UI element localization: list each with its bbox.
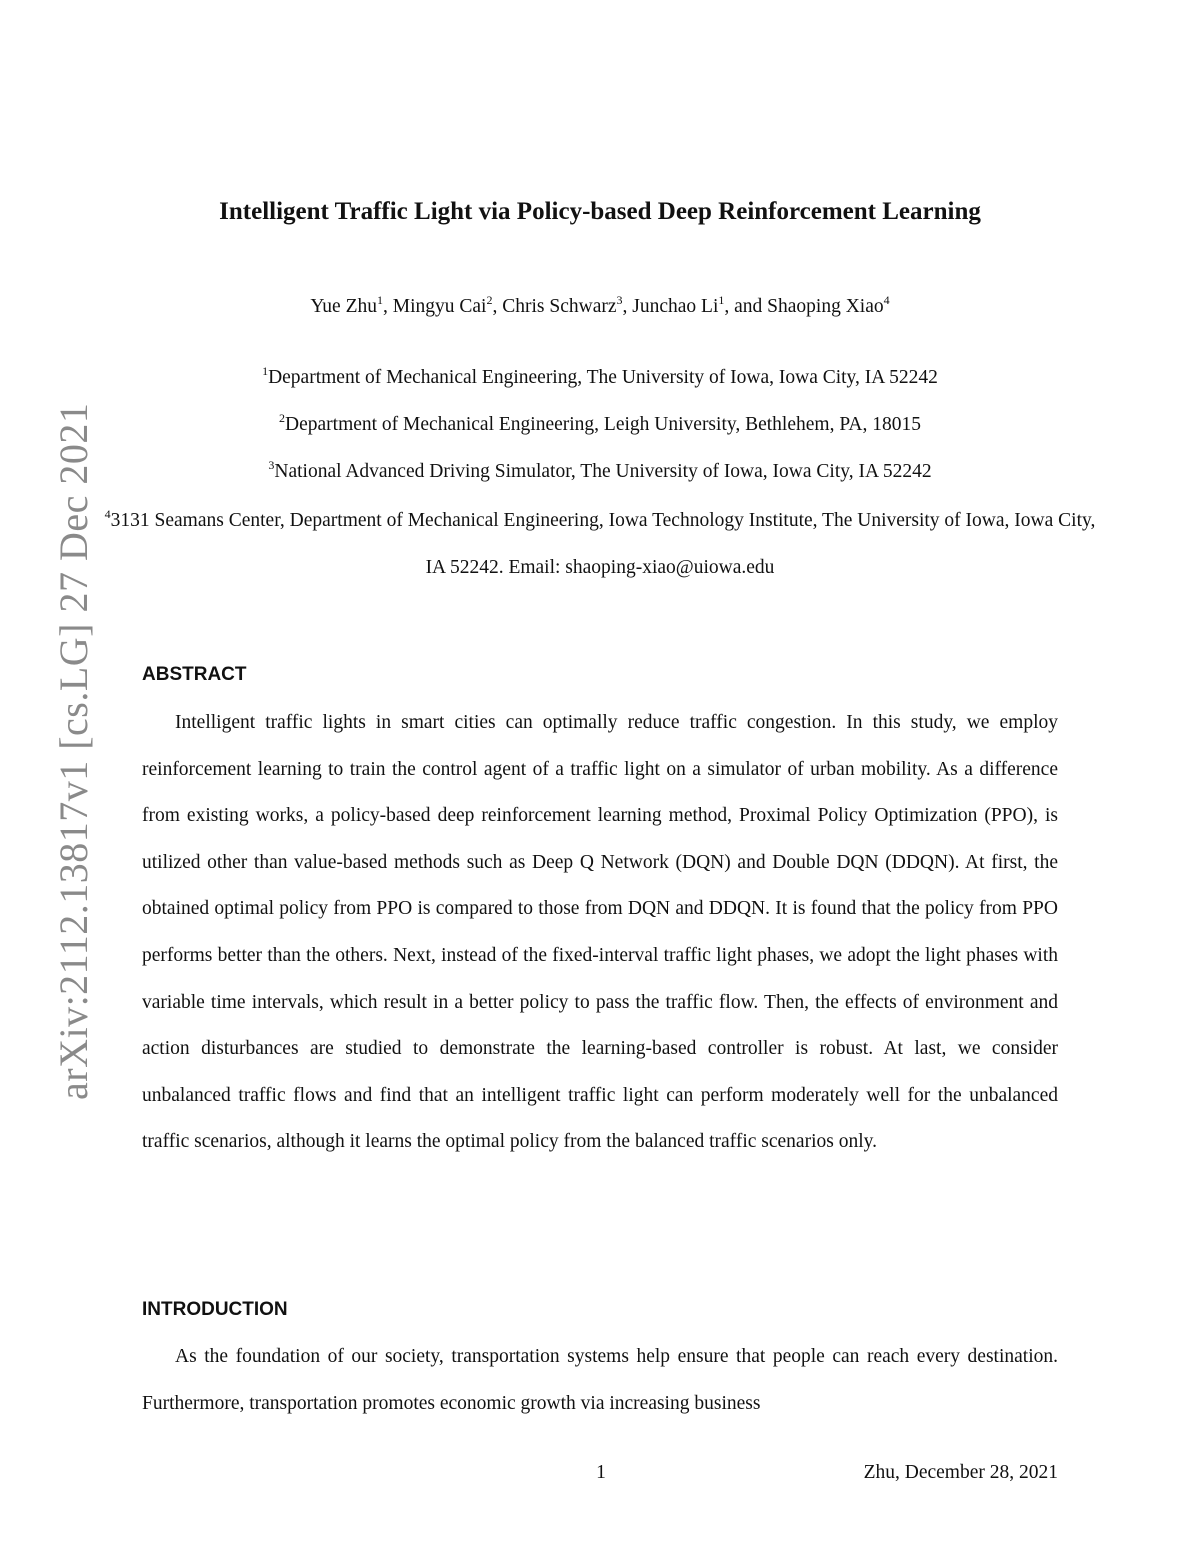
author-name: Mingyu Cai: [392, 296, 487, 317]
author: Yue Zhu$^1$,: [310, 293, 393, 317]
author-list: [100, 293, 1100, 318]
author-name: Junchao Li: [632, 296, 719, 317]
affiliation: [100, 458, 1100, 483]
author-name: Chris Schwarz: [502, 296, 617, 317]
abstract-heading: ABSTRACT: [142, 664, 247, 685]
author: Mingyu Cai$^2$,: [392, 293, 503, 317]
author-name: Shaoping Xiao: [767, 296, 884, 317]
author-affiliation-marker: 2: [486, 293, 493, 307]
affiliation: [100, 497, 1100, 591]
author: Junchao Li$^1$, and: [632, 293, 768, 317]
affiliation-marker: 2: [279, 411, 286, 425]
author-affiliation-marker: 4: [883, 293, 890, 307]
page-number: 1: [596, 1462, 606, 1483]
author-affiliation-marker: 1: [377, 293, 384, 307]
author: [767, 293, 890, 317]
affiliation-text: Department of Mechanical Engineering, Leigh University, Bethlehem, PA, 18015: [285, 414, 921, 435]
paper-title: Intelligent Traffic Light via Policy-based Deep Reinforcement Learning: [219, 198, 981, 225]
arxiv-identifier-stamp: arXiv:2112.13817v1 [cs.LG] 27 Dec 2021: [51, 402, 96, 1100]
affiliation-marker: 4: [104, 507, 111, 521]
affiliation: [100, 364, 1100, 389]
running-footer: Zhu, December 28, 2021: [863, 1462, 1058, 1483]
introduction-heading: INTRODUCTION: [142, 1299, 288, 1320]
author-affiliation-marker: 1: [718, 293, 725, 307]
affiliation-text: 3131 Seamans Center, Department of Mechanical Engineering, Iowa Technology Institute, The University of Iowa, Iowa City, IA 52242. Email: shaoping-xiao@uiowa.edu: [110, 510, 1096, 578]
affiliation-marker: 1: [262, 364, 269, 378]
abstract-paragraph: Intelligent traffic lights in smart cities can optimally reduce traffic congestion. In this study, we employ reinforcement learning to train the control agent of a traffic light on a simulator of urban mobility. As a difference from existing works, a policy-based deep reinforcement learning method, Proximal Policy Optimization (PPO), is utilized other than value-based methods such as Deep Q Network (DQN) and Double DQN (DDQN). At first, the obtained optimal policy from PPO is compared to those from DQN and DDQN. It is found that the policy from PPO performs better than the others. Next, instead of the fixed-interval traffic light phases, we adopt the light phases with variable time intervals, which result in a better policy to pass the traffic flow. Then, the effects of environment and action disturbances are studied to demonstrate the learning-based controller is robust. At last, we consider unbalanced traffic flows and find that an intelligent traffic light can perform moderately well for the unbalanced traffic scenarios, although it learns the optimal policy from the balanced traffic scenarios only.: [142, 712, 1058, 1153]
author: Chris Schwarz$^3$,: [502, 293, 633, 317]
affiliation-marker: 3: [268, 458, 275, 472]
affiliation: [100, 411, 1100, 436]
affiliation-text: Department of Mechanical Engineering, The University of Iowa, Iowa City, IA 52242: [268, 367, 938, 388]
affiliation-text: National Advanced Driving Simulator, The University of Iowa, Iowa City, IA 52242: [274, 461, 932, 482]
author-affiliation-marker: 3: [616, 293, 623, 307]
author-name: Yue Zhu: [310, 296, 378, 317]
introduction-paragraph: As the foundation of our society, transportation systems help ensure that people can reach every destination. Furthermore, transportation promotes economic growth via increasing business: [142, 1346, 1058, 1414]
